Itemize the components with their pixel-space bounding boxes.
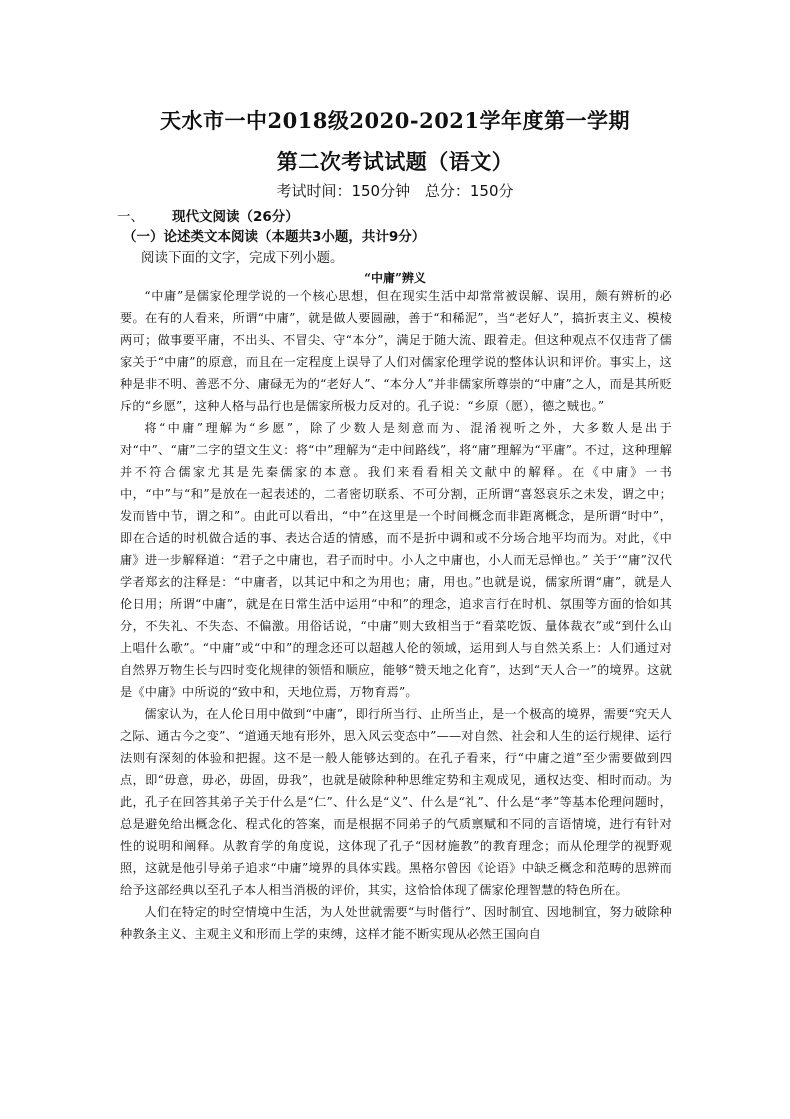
article-paragraph: “中庸”是儒家伦理学说的一个核心思想，但在现实生活中却常常被误解、误用，颇有辨析的必要。在有的人看来，所谓“中庸”，就是做人要圆融，善于“和稀泥”，当“老好人”，搞折衷主义、模棱两可；做事要平庸，不出头、不冒尖、守“本分”，满足于随大流、跟着走。但这种观点不仅违背了儒家关于“中庸”的原意，而且在一定程度上误导了人们对儒家伦理学说的整体认识和评价。事实上，这种是非不明、善恶不分、庸碌无为的“老好人”、“本分人”并非儒家所尊崇的“中庸”之人，而是其所贬斥的“乡愿”，这种人格与品行也是儒家所极力反对的。孔子说：“乡原（愿），德之贼也。”	[120, 289, 672, 413]
total-score: 总分：150分	[424, 182, 514, 200]
article-paragraph: 儒家认为，在人伦日用中做到“中庸”，即行所当行、止所当止，是一个极高的境界，需要“究天人之际、通古今之变”、“道通天地有形外，思入风云变态中”——对自然、社会和人生的运行规律、运行法则有深刻的体验和把握。这不是一般人能够达到的。在孔子看来，行“中庸之道”至少需要做到四点，即“毋意，毋必，毋固，毋我”，也就是破除种种思维定势和主观成见，通权达变、相时而动。为此，孔子在回答其弟子关于什么是“仁”、什么是“义”、什么是“礼”、什么是“孝”等基本伦理问题时，总是避免给出概念化、程式化的答案，而是根据不同弟子的气质禀赋和不同的言语情境，进行有针对性的说明和阐释。从教育学的角度说，这体现了孔子“因材施教”的教育理念；而从伦理学的视野观照，这就是他引导弟子追求“中庸”境界的具体实践。黑格尔曾因《论语》中缺乏概念和范畴的思辨而给予这部经典以至孔子本人相当消极的评价，其实，这恰恰体现了儒家伦理智慧的特色所在。	[120, 707, 672, 897]
subsection-heading: （一）论述类文本阅读（本题共3小题，共计9分）	[123, 229, 426, 245]
section-label: 现代文阅读（26分）	[172, 209, 299, 225]
exam-title-line1: 天水市一中2018级2020-2021学年度第一学期	[159, 108, 631, 133]
instruction-text: 阅读下面的文字，完成下列小题。	[141, 250, 344, 266]
section-number: 一、	[117, 209, 144, 225]
article-title: “中庸”辨义	[364, 271, 426, 285]
section-heading	[117, 205, 299, 225]
exam-meta	[0, 180, 790, 201]
exam-time: 考试时间：150分钟	[276, 182, 411, 200]
article-body	[120, 285, 672, 945]
article-paragraph: 将“中庸”理解为“乡愿”，除了少数人是刻意而为、混淆视听之外，大多数人是出于对“中”、“庸”二字的望文生义：将“中”理解为“走中间路线”，将“庸”理解为“平庸”。不过，这种理解并不符合儒家尤其是先秦儒家的本意。我们来看看相关文献中的解释。在《中庸》一书中，“中”与“和”是放在一起表述的，二者密切联系、不可分割，正所谓“喜怒哀乐之未发，谓之中；发而皆中节，谓之和”。由此可以看出，“中”在这里是一个时间概念而非距离概念，是所谓“时中”，即在合适的时机做合适的事、表达合适的情感，而不是折中调和或不分场合地平均而为。对此，《中庸》进一步解释道：“君子之中庸也，君子而时中。小人之中庸也，小人而无忌惮也。” 关于‘“庸”汉代学者郑玄的注释是：“中庸者，以其记中和之为用也；庸，用也。”也就是说，儒家所谓“庸”，就是人伦日用；所谓“中庸”，就是在日常生活中运用“中和”的理念，追求言行在时机、氛围等方面的恰如其分，不失礼、不失态、不偏激。用俗话说，“中庸”则大致相当于“看菜吃饭、量体裁衣”或“到什么山上唱什么歌”。“中庸”或“中和”的理念还可以超越人伦的领域，运用到人与自然关系上：人们通过对自然界万物生长与四时变化规律的领悟和顺应，能够“赞天地之化育”，达到“天人合一”的境界。这就是《中庸》中所说的“致中和，天地位焉，万物育焉”。	[120, 421, 672, 699]
exam-title-line2: 第二次考试试题（语文）	[276, 149, 514, 174]
article-paragraph: 人们在特定的时空情境中生活，为人处世就需要“与时偕行”、因时制宜、因地制宜，努力破除种种教条主义、主观主义和形而上学的束缚，这样才能不断实现从必然王国向自	[120, 905, 672, 941]
